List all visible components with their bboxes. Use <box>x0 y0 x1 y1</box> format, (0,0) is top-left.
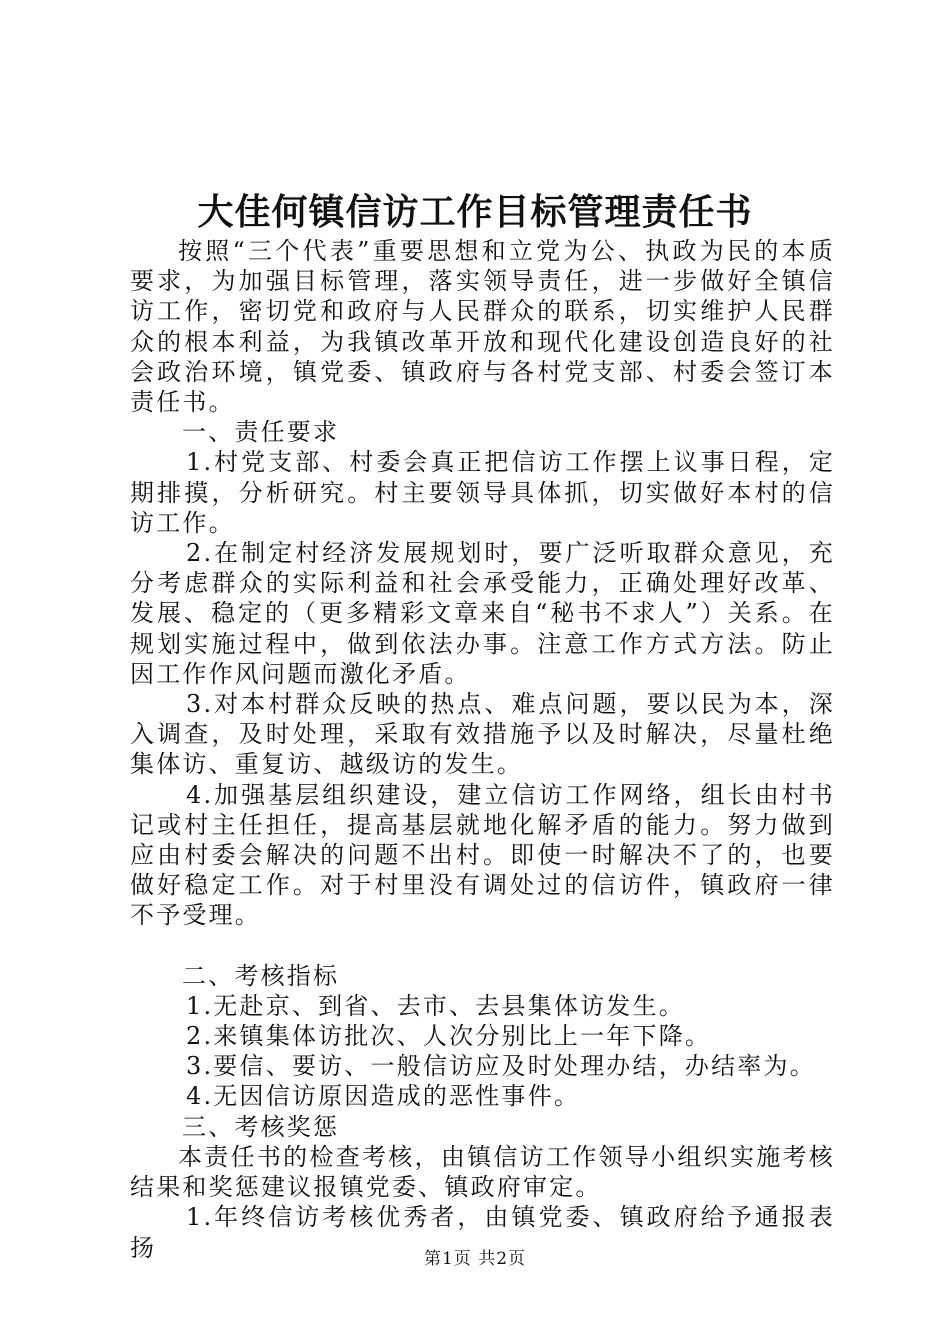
list-item: 2.在制定村经济发展规划时，要广泛听取群众意见，充分考虑群众的实际利益和社会承受能力，正确处理好改革、发展、稳定的（更多精彩文章来自“秘书不求人”）关系。在规划实施过程中，做到依法办事。注意工作方式方法。防止因工作作风问题而激化矛盾。 <box>130 539 835 688</box>
list-item: 1.村党支部、村委会真正把信访工作摆上议事日程，定期排摸，分析研究。村主要领导具体抓，切实做好本村的信访工作。 <box>130 448 835 537</box>
document-body <box>130 236 835 1263</box>
list-item: 4.无因信访原因造成的恶性事件。 <box>186 1082 581 1111</box>
list-item: 4.加强基层组织建设，建立信访工作网络，组长由村书记或村主任担任，提高基层就地化解矛盾的能力。努力做到应由村委会解决的问题不出村。即使一时解决不了的，也要做好稳定工作。对于村里没有调处过的信访件，镇政府一律不予受理。 <box>130 780 835 930</box>
page-title: 大佳何镇信访工作目标管理责任书 <box>197 191 753 233</box>
list-item: 3.要信、要访、一般信访应及时处理办结，办结率为。 <box>186 1052 816 1081</box>
section-heading: 一、责任要求 <box>182 418 340 447</box>
section-heading: 二、考核指标 <box>182 961 340 990</box>
list-item: 2.来镇集体访批次、人次分别比上一年下降。 <box>186 1022 712 1051</box>
page-footer: 第1页 共2页 <box>423 1249 527 1269</box>
section-heading: 三、考核奖惩 <box>182 1112 340 1141</box>
list-item: 3.对本村群众反映的热点、难点问题，要以民为本，深入调查，及时处理，采取有效措施予以及时解决，尽量杜绝集体访、重复访、越级访的发生。 <box>130 690 835 779</box>
paragraph-gap <box>130 931 835 961</box>
list-item: 1.年终信访考核优秀者，由镇党委、镇政府给予通报表扬 <box>130 1203 835 1262</box>
section-paragraph: 本责任书的检查考核，由镇信访工作领导小组织实施考核结果和奖惩建议报镇党委、镇政府审定。 <box>130 1142 835 1202</box>
intro-paragraph: 按照“三个代表”重要思想和立党为公、执政为民的本质要求，为加强目标管理，落实领导责任，进一步做好全镇信访工作，密切党和政府与人民群众的联系，切实维护人民群众的根本利益，为我镇改革开放和现代化建设创造良好的社会政治环境，镇党委、镇政府与各村党支部、村委会签订本责任书。 <box>130 237 835 417</box>
list-item: 1.无赴京、到省、去市、去县集体访发生。 <box>186 991 685 1020</box>
